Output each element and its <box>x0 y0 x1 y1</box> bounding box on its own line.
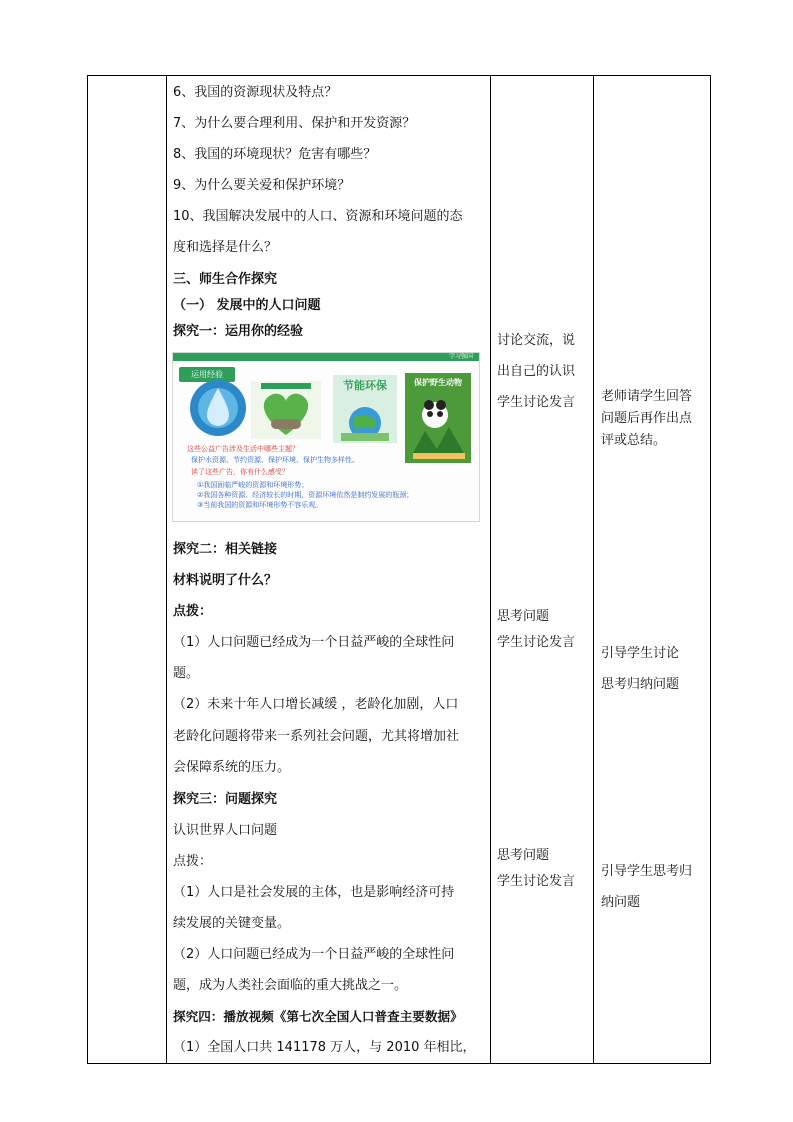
question-8: 8、我国的环境现状？危害有哪些？ <box>173 147 377 162</box>
student-activity-2-line1: 思考问题 <box>497 609 550 624</box>
question-10-line2: 度和选择是什么？ <box>173 240 278 255</box>
ad-answer: 保护水资源、节约资源、保护环境、保护生物多样性。 <box>191 456 359 464</box>
question-6: 6、我国的资源现状及特点？ <box>173 85 338 100</box>
inquiry-1-heading: 探究一：运用你的经验 <box>173 324 304 339</box>
hint-4-line1: （2）人口问题已经成为一个日益严峻的全球性问 <box>173 947 455 962</box>
inquiry-2-heading: 探究二：相关链接 <box>173 542 278 557</box>
question-9: 9、为什么要关爱和保护环境？ <box>173 178 351 193</box>
world-population-topic: 认识世界人口问题 <box>173 823 278 838</box>
hint-2-line3: 会保障系统的压力。 <box>173 760 291 775</box>
hint-1-line2: 题。 <box>173 666 200 681</box>
poster-energy-saving-title: 节能环保 <box>343 379 387 392</box>
student-activity-column-cell <box>491 76 594 1064</box>
poster-wildlife-title: 保护野生动物 <box>414 378 462 387</box>
inquiry-4-heading: 探究四：播放视频《第七次全国人口普查主要数据》 <box>173 1009 463 1024</box>
hint-4-line2: 题，成为人类社会面临的重大挑战之一。 <box>173 978 408 993</box>
teacher-note-1-line2: 问题后再作出点 <box>601 411 693 426</box>
ad-question-2: 读了这些广告，你有什么感受？ <box>191 468 289 476</box>
student-activity-3-line1: 思考问题 <box>497 848 550 863</box>
ad-point-1: ①我国面临严峻的资源和环境形势； <box>197 481 309 489</box>
hint-label-1: 点拨： <box>173 604 213 619</box>
teacher-note-1-line1: 老师请学生回答 <box>601 389 693 404</box>
lesson-plan-table <box>87 75 711 1064</box>
hint-1-line1: （1）人口问题已经成为一个日益严峻的全球性问 <box>173 635 455 650</box>
hint-label-2: 点拨： <box>173 854 213 869</box>
census-data-line: （1）全国人口共 141178 万人，与 2010 年相比， <box>173 1040 476 1055</box>
student-activity-1-line3: 学生讨论发言 <box>497 395 576 410</box>
hint-2-line1: （2）未来十年人口增长减缓 ，老龄化加剧，人口 <box>173 697 459 712</box>
stage-column-cell <box>88 76 167 1064</box>
teacher-note-3-line2: 纳问题 <box>601 895 641 910</box>
subsection-heading-1: （一） 发展中的人口问题 <box>173 298 321 313</box>
teacher-note-1-line3: 评或总结。 <box>601 433 667 448</box>
public-service-ads-image <box>172 352 480 522</box>
material-question: 材料说明了什么？ <box>173 573 278 588</box>
student-activity-3-line2: 学生讨论发言 <box>497 874 576 889</box>
section-heading-3: 三、师生合作探究 <box>173 272 278 287</box>
design-intent-column-cell <box>594 76 711 1064</box>
question-10-line1: 10、我国解决发展中的人口、资源和环境问题的态 <box>173 209 463 224</box>
ad-question: 这些公益广告涉及生活中哪些主题？ <box>187 445 299 453</box>
ad-point-2: ②我国各种资源、经济较长的时期，资源环境依然是制约发展的瓶颈； <box>197 491 414 499</box>
teacher-note-3-line1: 引导学生思考归 <box>601 864 693 879</box>
image-brand-label: 学习强国 <box>448 353 473 360</box>
student-activity-1-line2: 出自己的认识 <box>497 364 576 379</box>
student-activity-1-line1: 讨论交流，说 <box>497 333 576 348</box>
teacher-note-2-line1: 引导学生讨论 <box>601 646 680 661</box>
inquiry-3-heading: 探究三：问题探究 <box>173 792 278 807</box>
teacher-note-2-line2: 思考归纳问题 <box>601 677 680 692</box>
student-activity-2-line2: 学生讨论发言 <box>497 635 576 650</box>
hint-3-line2: 续发展的关键变量。 <box>173 916 291 931</box>
image-tag: 运用经验 <box>179 367 235 382</box>
hint-3-line1: （1）人口是社会发展的主体，也是影响经济可持 <box>173 885 455 900</box>
table-row <box>88 76 711 1064</box>
question-7: 7、为什么要合理利用、保护和开发资源？ <box>173 116 416 131</box>
ad-point-3: ③当前我国的资源和环境形势不容乐观。 <box>197 501 323 509</box>
content-column-cell <box>167 76 491 1064</box>
hint-2-line2: 老龄化问题将带来一系列社会问题，尤其将增加社 <box>173 729 460 744</box>
